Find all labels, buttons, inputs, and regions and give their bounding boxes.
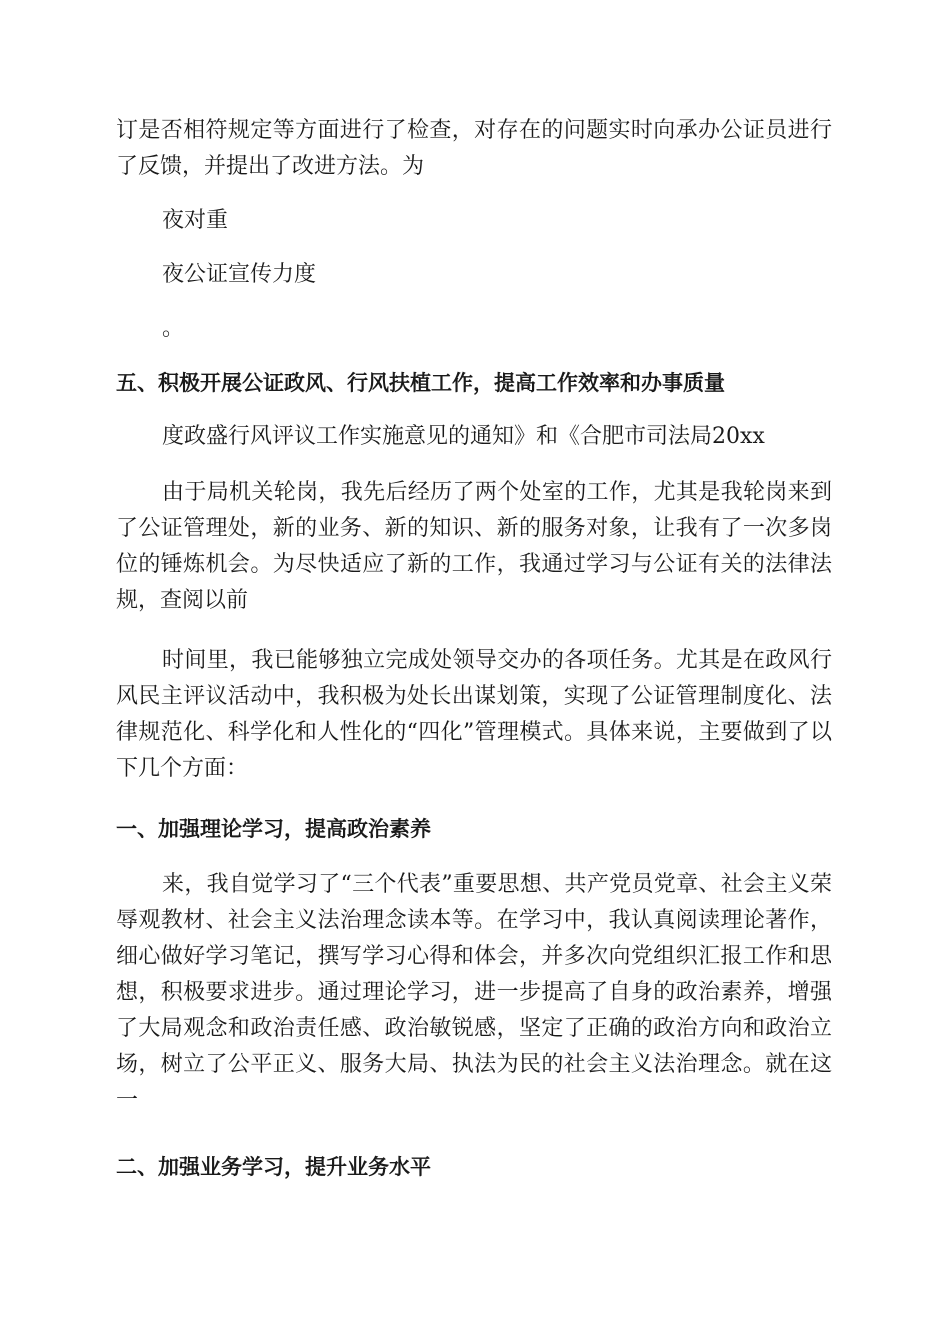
paragraph-fragment-3: 。 xyxy=(162,316,185,341)
section-heading-2: 二、加强业务学习，提升业务水平 xyxy=(116,1155,431,1179)
paragraph-fragment-2: 夜公证宣传力度 xyxy=(162,262,317,287)
paragraph-theory-study: 来，我自觉学习了“三个代表”重要思想、共产党员党章、社会主义荣辱观教材、社会主义法治理念读本等。在学习中，我认真阅读理论著作，细心做好学习笔记，撰写学习心得和体会，并多次向党组织汇报工作和思想，积极要求进步。通过理论学习，进一步提高了自身的政治素养，增强了大局观念和政治责任感、政治敏锐感，坚定了正确的政治方向和政治立场，树立了公平正义、服务大局、执法为民的社会主义法治理念。就在这一 xyxy=(116,872,832,1113)
section-heading-5: 五、积极开展公证政风、行风扶植工作，提高工作效率和办事质量 xyxy=(116,371,725,395)
paragraph-achievements: 时间里，我已能够独立完成处领导交办的各项任务。尤其是在政风行风民主评议活动中，我积极为处长出谋划策，实现了公证管理制度化、法律规范化、科学化和人性化的“四化”管理模式。具体来说，主要做到了以下几个方面： xyxy=(116,648,832,781)
paragraph-fragment-1: 夜对重 xyxy=(162,208,229,233)
paragraph-rotation: 由于局机关轮岗，我先后经历了两个处室的工作，尤其是我轮岗来到了公证管理处，新的业务、新的知识、新的服务对象，让我有了一次多岗位的锤炼机会。为尽快适应了新的工作，我通过学习与公证有关的法律法规，查阅以前 xyxy=(116,480,832,613)
paragraph-notice: 度政盛行风评议工作实施意见的通知》和《合肥市司法局20xx xyxy=(162,424,765,449)
paragraph-inspection: 订是否相符规定等方面进行了检查，对存在的问题实时向承办公证员进行了反馈，并提出了改进方法。为 xyxy=(116,118,832,179)
section-heading-1: 一、加强理论学习，提高政治素养 xyxy=(116,817,431,841)
